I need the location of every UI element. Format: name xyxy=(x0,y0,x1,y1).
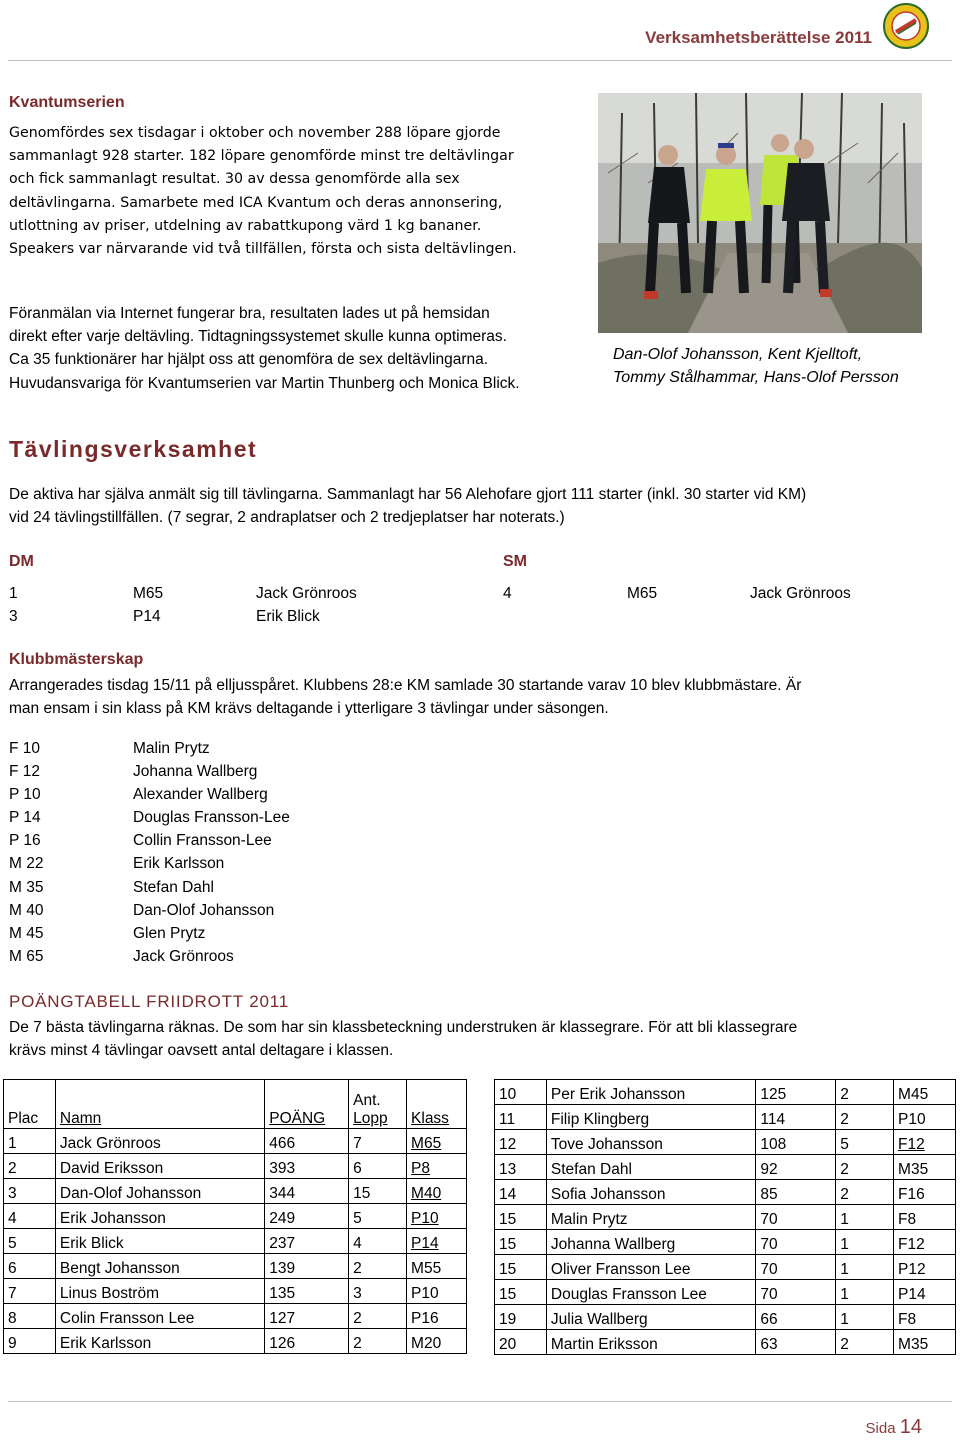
cell-namn: Colin Fransson Lee xyxy=(55,1304,264,1329)
table-row xyxy=(4,1204,467,1229)
result-place: 3 xyxy=(9,608,18,626)
cell-klass: F12 xyxy=(894,1230,956,1255)
cell-poang: 70 xyxy=(756,1255,836,1280)
dm-results xyxy=(9,582,357,628)
cell-poang: 344 xyxy=(265,1179,349,1204)
list-item xyxy=(9,737,290,760)
cell-poang: 108 xyxy=(756,1130,836,1155)
poang-heading: POÄNGTABELL FRIIDROTT 2011 xyxy=(9,992,289,1011)
cell-lopp: 4 xyxy=(349,1229,407,1254)
klubb-heading: Klubbmästerskap xyxy=(9,651,144,668)
text-line: man ensam i sin klass på KM krävs deltagande i ytterligare 3 tävlingar under säsongen. xyxy=(9,700,609,718)
cell-plac: 2 xyxy=(4,1154,56,1179)
list-item xyxy=(9,783,290,806)
cell-klass: P10 xyxy=(894,1105,956,1130)
photo-caption xyxy=(613,343,899,389)
text-line: direkt efter varje deltävling. Tidtagningssystemet skulle kunna optimeras. xyxy=(9,328,507,346)
header-title: Verksamhetsberättelse 2011 xyxy=(645,28,872,47)
champion-name: Dan-Olof Johansson xyxy=(133,901,275,919)
cell-lopp: 5 xyxy=(349,1204,407,1229)
page-number xyxy=(866,1416,922,1439)
cell-namn: Stefan Dahl xyxy=(546,1155,756,1180)
list-item xyxy=(9,876,290,899)
champion-name: Glen Prytz xyxy=(133,924,206,942)
cell-klass: M35 xyxy=(894,1155,956,1180)
champion-class: M 40 xyxy=(9,901,44,919)
cell-lopp: 2 xyxy=(349,1329,407,1354)
cell-poang: 237 xyxy=(265,1229,349,1254)
page-label: Sida xyxy=(865,1420,896,1437)
cell-klass: M45 xyxy=(894,1080,956,1105)
text-line: utlottning av priser, utdelning av rabattkupong värd 1 kg bananer. xyxy=(9,217,482,234)
cell-lopp: 2 xyxy=(349,1254,407,1279)
points-table-right xyxy=(494,1079,956,1355)
champion-class: F 10 xyxy=(9,740,41,757)
cell-lopp: 2 xyxy=(836,1105,894,1130)
cell-poang: 126 xyxy=(265,1329,349,1354)
table-row xyxy=(495,1105,956,1130)
cell-namn: Julia Wallberg xyxy=(546,1305,756,1330)
klubb-paragraph xyxy=(9,674,801,720)
cell-klass: P16 xyxy=(407,1304,467,1329)
champion-class: M 45 xyxy=(9,924,44,942)
text-line: Föranmälan via Internet fungerar bra, resultaten lades ut på hemsidan xyxy=(9,305,490,322)
champion-class: M 22 xyxy=(9,855,44,873)
kvantum-paragraph-2 xyxy=(9,302,520,395)
cell-poang: 393 xyxy=(265,1154,349,1179)
list-item xyxy=(9,829,290,852)
cell-plac: 19 xyxy=(495,1305,547,1330)
champion-class: P 14 xyxy=(9,809,41,827)
cell-lopp: 1 xyxy=(836,1205,894,1230)
cell-klass: P8 xyxy=(407,1154,467,1179)
cell-klass: P10 xyxy=(407,1279,467,1304)
table-row xyxy=(4,1129,467,1154)
caption-line: Dan-Olof Johansson, Kent Kjelltoft, xyxy=(613,346,863,363)
result-place: 1 xyxy=(9,585,18,602)
cell-namn: Douglas Fransson Lee xyxy=(546,1280,756,1305)
sm-label: SM xyxy=(503,553,527,570)
cell-klass: M35 xyxy=(894,1330,956,1355)
runners-photo xyxy=(598,93,922,333)
list-item xyxy=(9,922,290,945)
header-namn: Namn xyxy=(55,1080,264,1129)
list-item xyxy=(9,945,290,968)
cell-poang: 127 xyxy=(265,1304,349,1329)
header-klass: Klass xyxy=(407,1080,467,1129)
cell-lopp: 1 xyxy=(836,1230,894,1255)
table-row xyxy=(4,1329,467,1354)
table-row xyxy=(4,1254,467,1279)
cell-plac: 15 xyxy=(495,1280,547,1305)
cell-namn: Jack Grönroos xyxy=(55,1129,264,1154)
cell-plac: 15 xyxy=(495,1255,547,1280)
champion-class: M 65 xyxy=(9,947,44,965)
cell-plac: 3 xyxy=(4,1179,56,1204)
cell-poang: 135 xyxy=(265,1279,349,1304)
table-header-row xyxy=(4,1080,467,1129)
cell-klass: F16 xyxy=(894,1180,956,1205)
cell-namn: Sofia Johansson xyxy=(546,1180,756,1205)
cell-klass: P14 xyxy=(894,1280,956,1305)
sm-results xyxy=(503,582,851,605)
table-row xyxy=(495,1305,956,1330)
cell-plac: 6 xyxy=(4,1254,56,1279)
champion-name: Johanna Wallberg xyxy=(133,763,258,781)
cell-lopp: 1 xyxy=(836,1280,894,1305)
cell-plac: 13 xyxy=(495,1155,547,1180)
champion-name: Alexander Wallberg xyxy=(133,786,268,804)
result-name: Jack Grönroos xyxy=(750,585,851,602)
text-line: Genomfördes sex tisdagar i oktober och november 288 löpare gjorde xyxy=(9,125,501,141)
caption-line: Tommy Stålhammar, Hans-Olof Persson xyxy=(613,369,899,386)
cell-namn: Erik Blick xyxy=(55,1229,264,1254)
cell-klass: F8 xyxy=(894,1205,956,1230)
cell-lopp: 2 xyxy=(836,1155,894,1180)
cell-lopp: 7 xyxy=(349,1129,407,1154)
poang-paragraph xyxy=(9,1016,797,1062)
tavling-paragraph xyxy=(9,483,806,529)
cell-poang: 70 xyxy=(756,1205,836,1230)
table-row xyxy=(495,1155,956,1180)
points-table-left xyxy=(3,1079,467,1354)
cell-plac: 7 xyxy=(4,1279,56,1304)
cell-plac: 10 xyxy=(495,1080,547,1105)
champion-name: Malin Prytz xyxy=(133,740,210,757)
cell-klass: F12 xyxy=(894,1130,956,1155)
text-line: sammanlagt 928 starter. 182 löpare genomförde minst tre deltävlingar xyxy=(9,148,514,165)
cell-poang: 114 xyxy=(756,1105,836,1130)
list-item xyxy=(9,852,290,875)
cell-klass: P10 xyxy=(407,1204,467,1229)
text-line: och fick sammanlagt resultat. 30 av dessa genomförde alla sex xyxy=(9,171,460,188)
champion-class: P 10 xyxy=(9,786,41,804)
champion-name: Jack Grönroos xyxy=(133,947,234,965)
champion-name: Erik Karlsson xyxy=(133,855,225,873)
champion-class: F 12 xyxy=(9,763,41,781)
header-plac: Plac xyxy=(4,1080,56,1129)
table-row xyxy=(495,1080,956,1105)
cell-namn: Johanna Wallberg xyxy=(546,1230,756,1255)
result-row xyxy=(503,582,851,605)
result-place: 4 xyxy=(503,585,512,602)
cell-poang: 63 xyxy=(756,1330,836,1355)
result-class: M65 xyxy=(627,585,658,602)
cell-poang: 70 xyxy=(756,1230,836,1255)
champion-name: Collin Fransson-Lee xyxy=(133,832,272,850)
text-line: vid 24 tävlingstillfällen. (7 segrar, 2 andraplatser och 2 tredjeplatser har noterats.) xyxy=(9,509,565,527)
text-line: De 7 bästa tävlingarna räknas. De som har sin klassbeteckning understruken är klassegrare. För att bli klassegrare xyxy=(9,1019,798,1036)
kvantum-heading: Kvantumserien xyxy=(9,94,125,111)
cell-namn: Martin Eriksson xyxy=(546,1330,756,1355)
cell-namn: Filip Klingberg xyxy=(546,1105,756,1130)
kvantum-paragraph-1 xyxy=(9,122,517,261)
text-line: Ca 35 funktionärer har hjälpt oss att genomföra de sex deltävlingarna. xyxy=(9,351,489,369)
champion-class: M 35 xyxy=(9,878,44,896)
text-line: krävs minst 4 tävlingar oavsett antal deltagare i klassen. xyxy=(9,1042,394,1060)
cell-poang: 85 xyxy=(756,1180,836,1205)
result-class: M65 xyxy=(133,585,164,602)
cell-plac: 20 xyxy=(495,1330,547,1355)
cell-plac: 11 xyxy=(495,1105,547,1130)
champion-name: Stefan Dahl xyxy=(133,878,214,896)
cell-klass: M20 xyxy=(407,1329,467,1354)
cell-namn: Per Erik Johansson xyxy=(546,1080,756,1105)
cell-poang: 249 xyxy=(265,1204,349,1229)
result-row xyxy=(9,605,357,628)
champion-class: P 16 xyxy=(9,832,41,850)
cell-namn: Erik Karlsson xyxy=(55,1329,264,1354)
result-class: P14 xyxy=(133,608,161,626)
table-row xyxy=(495,1130,956,1155)
cell-klass: P14 xyxy=(407,1229,467,1254)
table-row xyxy=(495,1205,956,1230)
cell-plac: 15 xyxy=(495,1205,547,1230)
cell-klass: M40 xyxy=(407,1179,467,1204)
cell-poang: 92 xyxy=(756,1155,836,1180)
table-row xyxy=(495,1280,956,1305)
cell-poang: 70 xyxy=(756,1280,836,1305)
cell-lopp: 6 xyxy=(349,1154,407,1179)
result-name: Jack Grönroos xyxy=(256,585,357,602)
cell-plac: 15 xyxy=(495,1230,547,1255)
header-lopp: Lopp xyxy=(353,1110,388,1127)
table-row xyxy=(4,1279,467,1304)
cell-plac: 1 xyxy=(4,1129,56,1154)
cell-namn: Malin Prytz xyxy=(546,1205,756,1230)
cell-plac: 9 xyxy=(4,1329,56,1354)
header-divider xyxy=(8,60,952,61)
cell-klass: M65 xyxy=(407,1129,467,1154)
header-ant: Ant. xyxy=(353,1092,381,1109)
cell-klass: M55 xyxy=(407,1254,467,1279)
cell-plac: 4 xyxy=(4,1204,56,1229)
text-line: Arrangerades tisdag 15/11 på elljusspåret. Klubbens 28:e KM samlade 30 startande varav 10 blev klubbmästare. Är xyxy=(9,677,802,694)
text-line: Speakers var närvarande vid två tillfällen, första och sista deltävlingen. xyxy=(9,241,517,258)
table-row xyxy=(495,1255,956,1280)
table-row xyxy=(4,1229,467,1254)
tavling-heading: Tävlingsverksamhet xyxy=(9,436,258,462)
cell-namn: Oliver Fransson Lee xyxy=(546,1255,756,1280)
cell-namn: David Eriksson xyxy=(55,1154,264,1179)
cell-namn: Tove Johansson xyxy=(546,1130,756,1155)
page-number-value: 14 xyxy=(899,1416,922,1438)
list-item xyxy=(9,899,290,922)
cell-lopp: 2 xyxy=(349,1304,407,1329)
cell-lopp: 5 xyxy=(836,1130,894,1155)
champions-list xyxy=(9,737,290,968)
table-row xyxy=(4,1154,467,1179)
table-row xyxy=(495,1230,956,1255)
cell-namn: Erik Johansson xyxy=(55,1204,264,1229)
cell-plac: 12 xyxy=(495,1130,547,1155)
result-name: Erik Blick xyxy=(256,608,320,626)
cell-klass: F8 xyxy=(894,1305,956,1330)
table-row xyxy=(4,1179,467,1204)
cell-namn: Linus Boström xyxy=(55,1279,264,1304)
cell-namn: Dan-Olof Johansson xyxy=(55,1179,264,1204)
text-line: deltävlingarna. Samarbete med ICA Kvantum och deras annonsering, xyxy=(9,194,503,211)
cell-lopp: 15 xyxy=(349,1179,407,1204)
footer-divider xyxy=(8,1401,952,1402)
cell-lopp: 2 xyxy=(836,1330,894,1355)
cell-poang: 66 xyxy=(756,1305,836,1330)
club-logo-icon xyxy=(882,2,930,50)
cell-lopp: 3 xyxy=(349,1279,407,1304)
cell-plac: 14 xyxy=(495,1180,547,1205)
header-ant-lopp xyxy=(349,1080,407,1129)
header-poang: POÄNG xyxy=(265,1080,349,1129)
champion-name: Douglas Fransson-Lee xyxy=(133,809,290,827)
list-item xyxy=(9,760,290,783)
cell-namn: Bengt Johansson xyxy=(55,1254,264,1279)
dm-label: DM xyxy=(9,553,34,570)
cell-plac: 5 xyxy=(4,1229,56,1254)
cell-poang: 466 xyxy=(265,1129,349,1154)
table-row xyxy=(495,1180,956,1205)
cell-poang: 125 xyxy=(756,1080,836,1105)
cell-lopp: 1 xyxy=(836,1255,894,1280)
table-row xyxy=(495,1330,956,1355)
cell-lopp: 1 xyxy=(836,1305,894,1330)
list-item xyxy=(9,806,290,829)
cell-klass: P12 xyxy=(894,1255,956,1280)
text-line: De aktiva har själva anmält sig till tävlingarna. Sammanlagt har 56 Alehofare gjort 111 starter (inkl. 30 starter vid KM) xyxy=(9,486,807,503)
cell-plac: 8 xyxy=(4,1304,56,1329)
result-row xyxy=(9,582,357,605)
cell-lopp: 2 xyxy=(836,1180,894,1205)
text-line: Huvudansvariga för Kvantumserien var Martin Thunberg och Monica Blick. xyxy=(9,374,520,392)
table-row xyxy=(4,1304,467,1329)
cell-lopp: 2 xyxy=(836,1080,894,1105)
cell-poang: 139 xyxy=(265,1254,349,1279)
